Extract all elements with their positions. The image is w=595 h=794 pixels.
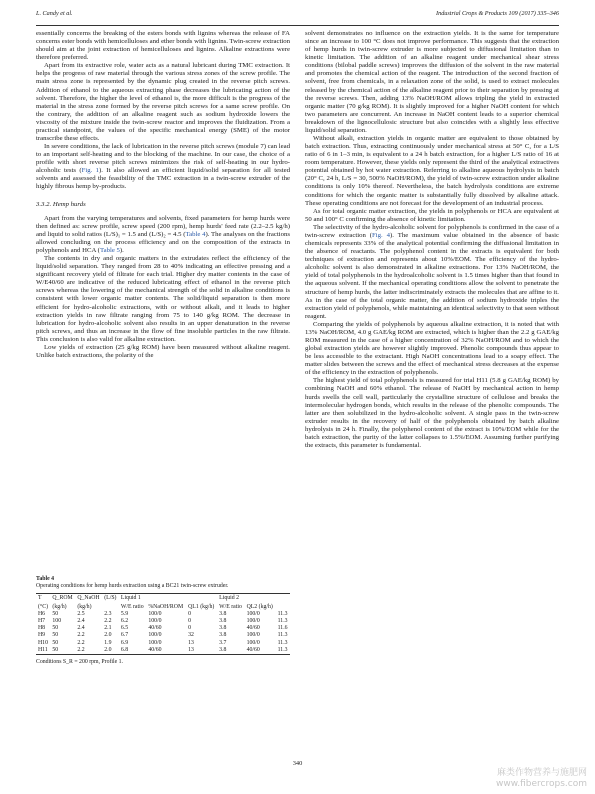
paragraph: Without alkali, extraction yields in organic matter are equivalent to those obtained by batch extraction. Thus, extracting continuously under mechanical stress at 50° C, for a L/S ratio of 6 in 1–3 min, is equivalent to a 24 h batch extraction, for a higher L/S ratio of 16 at room temperature. However, these yields only represent the third of the analytical extractives potential obtained by hot water extraction. Referring to alkaline aqueous hydrolysis in batch (20° C, 24 h, L/S = 30, 500% NaOH/ROM), the yield of twin-screw extraction under alkaline conditions is only 10% thereof. Nevertheless, the batch hydrolysis conditions are extreme conditions for which the organic matter is substantially fully dissolved by alkaline attack. These operating conditions are not forecast for the development of an industrial process. [305, 135, 559, 207]
table-cell: 3.8 [219, 632, 227, 639]
paragraph [36, 215, 290, 255]
table-row [36, 611, 290, 618]
table-link[interactable]: Table 4 [185, 230, 206, 238]
table-cell [276, 603, 290, 611]
table-cell: 3.8 [219, 610, 227, 617]
table-cell: 2.4 [77, 618, 85, 625]
watermark-url: www.fibercrops.com [496, 779, 587, 789]
table-cell: 6.7 [120, 632, 129, 639]
paragraph: The highest yield of total polyphenols is measured for trial H11 (5.8 g GAE/kg ROM) by combining NaOH and 60% ethanol. The release of NaOH by mechanical action in hemp hurds swells the cell wall, particularly the crystalline structure of cellulose and breaks the intermolecular hydrogen bonds, which results in the release of the phenolic compounds. The latter are then solubilized in the hydro-alcoholic solvent. A single pass in the twin-screw extruder results in the recovery of half of the polyphenols obtained by batch alkaline hydrolysis in 24 h. Finally, the polyphenol content of the extract is 10%/EOM while for the batch extraction, the purity of the latter collapses to 1.5%/EOM. Assuming further purifying the extracts, this parameter is fundamental. [305, 377, 559, 449]
paragraph [36, 143, 290, 191]
table-4 [36, 576, 290, 666]
table-cell: 11.3 [277, 646, 288, 653]
table-cell: 50 [52, 646, 59, 653]
paragraph: solvent demonstrates no influence on the extraction yields. It is the same for temperature since an increase to 100 °C does not improve performance. This suggests that the extraction of hemp hurds in twin-screw extruder is more subjected to diffusional limitation than to kinetic limitation. The addition of an alkaline reagent under mechanical shear stress conditions (bilobal paddle screws) improves the diffusion of the solvent in the raw material and promotes the chemical action of the reagent. The introduction of the second fraction of solvent, free from chemicals, in a relaxation zone of the solid, is used to extract molecules released by the chemical action of the alkaline reagent prior to their separation by pressing at the reverse screws. Then, adding 13% NaOH/ROM allows tripling the yield in extracted organic matter (70 g/kg ROM). It is slightly improved for a higher NaOH content for which two parameters are concurrent. An increase in NaOH content leads to a superior chemical breakdown of the lignocellulosic structure but also coincides with a slightly less effective liquid/solid separation. [305, 30, 559, 134]
table-cell: H8 [38, 625, 46, 632]
table-cell [186, 594, 217, 602]
text-run: In severe conditions, the lack of lubrication in the reverse pitch screws (module 7) can lead to an important self-heating and to the blocking of the machine. In our case, the choice of a profile with short reverse pitch screws minimizes the risk of self-heating in our hydro-alcoholic tests ( [36, 143, 290, 175]
table-cell: H6 [38, 610, 46, 617]
table-cell: Liquid 2 [219, 595, 239, 602]
table-row [36, 618, 290, 625]
table-cell: H9 [38, 632, 46, 639]
table-cell: 2.5 [77, 610, 85, 617]
table-cell: Q_NaOH [77, 595, 100, 602]
table-cell: H11 [38, 646, 48, 653]
table-cell: 11.3 [277, 632, 288, 639]
table-cell: (kg/h) [52, 603, 67, 610]
table-cell: (°C) [38, 603, 49, 610]
figure-link[interactable]: Fig. 1 [81, 167, 99, 175]
table-cell: Liquid 1 [120, 595, 141, 602]
paragraph: As for total organic matter extraction, the yields in polyphenols or HCA are equivalent at 50 and 100° C confirming the absence of kinetic limitation. [305, 207, 559, 223]
table-cell: %NaOH/ROM [148, 603, 184, 610]
table-cell: 100/0 [148, 610, 162, 617]
table-cell: 3.7 [219, 639, 227, 646]
table-row [36, 625, 290, 632]
table-cell: 40/60 [148, 625, 162, 632]
text-run: The selectivity of the hydro-alcoholic solvent for polyphenols is confirmed in the case of a twin-screw extraction ( [305, 223, 559, 239]
table-cell: 3.8 [219, 646, 227, 653]
table-header-row [36, 603, 290, 611]
table-cell: 0 [188, 610, 192, 617]
paragraph: Comparing the yields of polyphenols by aqueous alkaline extraction, it is noted that with 13% NaOH/ROM, 4.0 g GAE/kg ROM are extracted, which is higher than the 2.2 g GAE/kg ROM measured in the case of a higher concentration of 32% NaOH/ROM and to which the global extraction yields are however slightly improved. Phenolic compounds thus appear to be less accessible to the extractant. High NaOH concentrations lead to a soapy effect. The matter slides between the screws and the effect of mechanical stress decreases at the expense of the efficiency in the extraction of polyphenols. [305, 320, 559, 377]
table-cell: 50 [52, 610, 59, 617]
table-cell: 0 [188, 618, 192, 625]
figure-link[interactable]: Fig. 4 [372, 231, 390, 239]
table-cell: 3.8 [219, 625, 227, 632]
table-cell: 11.3 [277, 610, 288, 617]
table-link[interactable]: Table 5 [99, 246, 120, 254]
table-cell: QL1 (kg/h) [188, 603, 215, 610]
table-cell: 32 [188, 632, 194, 639]
table-cell: 40/60 [246, 625, 260, 632]
page-number: 340 [292, 760, 303, 767]
paragraph: The contents in dry and organic matters in the extrudates reflect the efficiency of the liquid/solid separation. They ranged from 28 to 40% indicating an effective pressing and a significant recovery yield of filtrate for each trial. Higher dry matter contents in the case of W/E40/60 are indicative of the reduced lubricating effect of ethanol in the reverse pitch screws whereas the lowering of the mechanical strength of the solid in alkaline conditions is consistent with lower organic matter contents. The solid/liquid separation is then more efficient for hydro-alcoholic extractions, with or without alkali, and it leads to higher extraction yields in raw filtrate ranging from 75 to 140 g/kg ROM. The decrease in lubrication for hydro-alcoholic solvent also results in an upper denaturation in the reverse pitch screws, and thus an increase in the flow of fine insoluble particles in the raw filtrate. This conclusion is also valid for alkaline extraction. [36, 255, 290, 343]
table-cell: Q_ROM [52, 595, 73, 602]
section-heading: 3.3.2. Hemp hurds [36, 200, 86, 208]
table-cell [146, 594, 186, 602]
paragraph: Low yields of extraction (25 g/kg ROM) have been measured without alkaline reagent. Unlike batch extractions, the polarity of the [36, 343, 290, 359]
table-title: Table 4 [36, 576, 54, 582]
table-cell [276, 594, 290, 602]
text-run: ). The maximum value obtained in the absence of basic chemicals represents 33% of the analytical potential confirming the diffusional limitation in the absence of reactants. The polyphenol content in the extracts is equivalent for both techniques of extraction and represents about 10%/EOM. The efficiency of the hydro-alcoholic solvent is also demonstrated in alkaline extractions. For 13% NaOH/ROM, the yield of total polyphenols in the hydroalcoholic solvent is 1.5 times higher than that found in the aqueous solvent. If the mechanical operating conditions allow the solvent to penetrate the structure of hemp hurds, the latter indiscriminately extracts the molecules that are affine to it. As in the case of the total organic matter, the addition of sodium hydroxide triples the extraction yield of polyphenols, while maintaining an identical selectivity to that seen without reagent. [305, 231, 559, 320]
table-cell: 13 [188, 646, 194, 653]
table-cell: H10 [38, 639, 48, 646]
watermark-text: 麻类作物营养与施肥网 [496, 768, 587, 778]
table-cell: T [38, 595, 42, 602]
table-cell: 100/0 [148, 639, 162, 646]
table-cell: (L/S) [104, 595, 117, 602]
table-cell: W/E ratio [219, 603, 242, 610]
table-cell: 50 [52, 625, 59, 632]
table-cell: 100/0 [246, 639, 260, 646]
table-cell: 2.2 [77, 639, 85, 646]
table-caption: Operating conditions for hemp hurds extraction using a BC21 twin-screw extruder. [36, 583, 229, 590]
table-cell: 2.2 [77, 632, 85, 639]
header-journal: Industrial Crops & Products 109 (2017) 335–346 [436, 10, 559, 17]
header-rule [36, 25, 559, 26]
table-cell: 100/0 [148, 632, 162, 639]
table-rule [36, 654, 290, 655]
table-cell: 6.9 [120, 639, 129, 646]
table-cell: 2.0 [104, 632, 112, 639]
table-cell: 100/0 [246, 610, 260, 617]
paragraph: essentially concerns the breaking of the esters bonds with lignins whereas the release of FA concerns ester bonds with hemicelluloses and ether bonds with lignins. Twin-screw extraction should aim at the joint extraction of hemicelluloses and lignins. Alkaline extractions were therefore preferred. [36, 30, 290, 62]
table-cell: 11.3 [277, 618, 288, 625]
table-cell: 13 [188, 639, 194, 646]
table-note: Conditions S_R = 200 rpm, Profile 1. [36, 659, 124, 666]
right-column [305, 30, 559, 450]
table-cell: 2.2 [77, 646, 85, 653]
table-cell: 2.0 [104, 646, 112, 653]
text-run: ). The analyses on the fractions allowed concluding on the process efficiency and on the composition of the extracts in polyphenols and HCA ( [36, 230, 290, 254]
table-cell: W/E ratio [120, 603, 144, 610]
table-cell: 40/60 [148, 646, 162, 653]
table-cell: 6.2 [120, 618, 129, 625]
table-cell: 40/60 [246, 646, 260, 653]
table-cell: H7 [38, 618, 46, 625]
left-column [36, 30, 290, 360]
table-cell: 2.2 [104, 618, 112, 625]
table-cell: 11.3 [277, 639, 288, 646]
paragraph: Apart from its extractive role, water acts as a natural lubricant during TMC extraction. It helps the progress of raw material through the various stress zones of the screw profile. The main stress zone is represented by the dynamic plug created in the reverse pitch screws. Addition of ethanol to the aqueous extracting phase decreases the lubricating action of the solvent. Therefore, the higher the level of ethanol is, the more difficult is the progress of the material in the stress zone formed by the reverse pitch screws for a same screw profile. On the contrary, the addition of an alkaline reagent such as sodium hydroxide lowers the viscosity of the mixture inside the twin-screw reactor and improves the fluidization. From a practical standpoint, the values of the specific mechanical energy (SME) of the motor transcribe these effects. [36, 62, 290, 143]
paragraph [305, 224, 559, 321]
table-cell: 6.8 [120, 646, 129, 653]
table-cell: 100/0 [246, 618, 260, 625]
text-run: ). [119, 246, 124, 254]
text-run: ). It also allowed an efficient liquid/solid separation for all tested solvents and assessed the feasibility of the TMC extraction in a twin-screw extruder of the highly fibrous hemp by-products. [36, 167, 290, 191]
table-cell [245, 594, 276, 602]
table-cell: 100/0 [246, 632, 260, 639]
table-cell: QL2 (kg/h) [246, 603, 273, 610]
table-cell: 5.9 [120, 610, 129, 617]
table-cell: 0 [188, 625, 192, 632]
table-cell [102, 603, 119, 611]
table-cell: 6.5 [120, 625, 129, 632]
table-cell: 2.3 [104, 610, 112, 617]
table-row [36, 640, 290, 647]
table-cell: 2.4 [77, 625, 85, 632]
table-cell: 100/0 [148, 618, 162, 625]
table-header-row [36, 594, 290, 602]
table-cell: 1.9 [104, 639, 112, 646]
table-cell: 50 [52, 632, 59, 639]
table-row [36, 647, 290, 654]
table-cell: 11.6 [277, 625, 288, 632]
header-authors: L. Candy et al. [36, 10, 73, 17]
watermark [437, 768, 587, 790]
table-grid [36, 594, 290, 654]
table-cell: 2.1 [104, 625, 112, 632]
table-cell: 3.8 [219, 618, 227, 625]
table-cell: (kg/h) [77, 603, 92, 610]
table-cell: 100 [52, 618, 62, 625]
table-cell: 50 [52, 639, 59, 646]
running-header [36, 10, 559, 24]
table-row [36, 632, 290, 639]
text-run: Apart from the varying temperatures and solvents, fixed parameters for hemp hurds were then defined as: screw profile, screw speed (200 rpm), hemp hurds' feed rate (2.2–2.5 kg/h) and liquid to solid ratios (L/S)₁ = 1.5 and (L/S)₂ = 4.5 ( [36, 214, 290, 238]
